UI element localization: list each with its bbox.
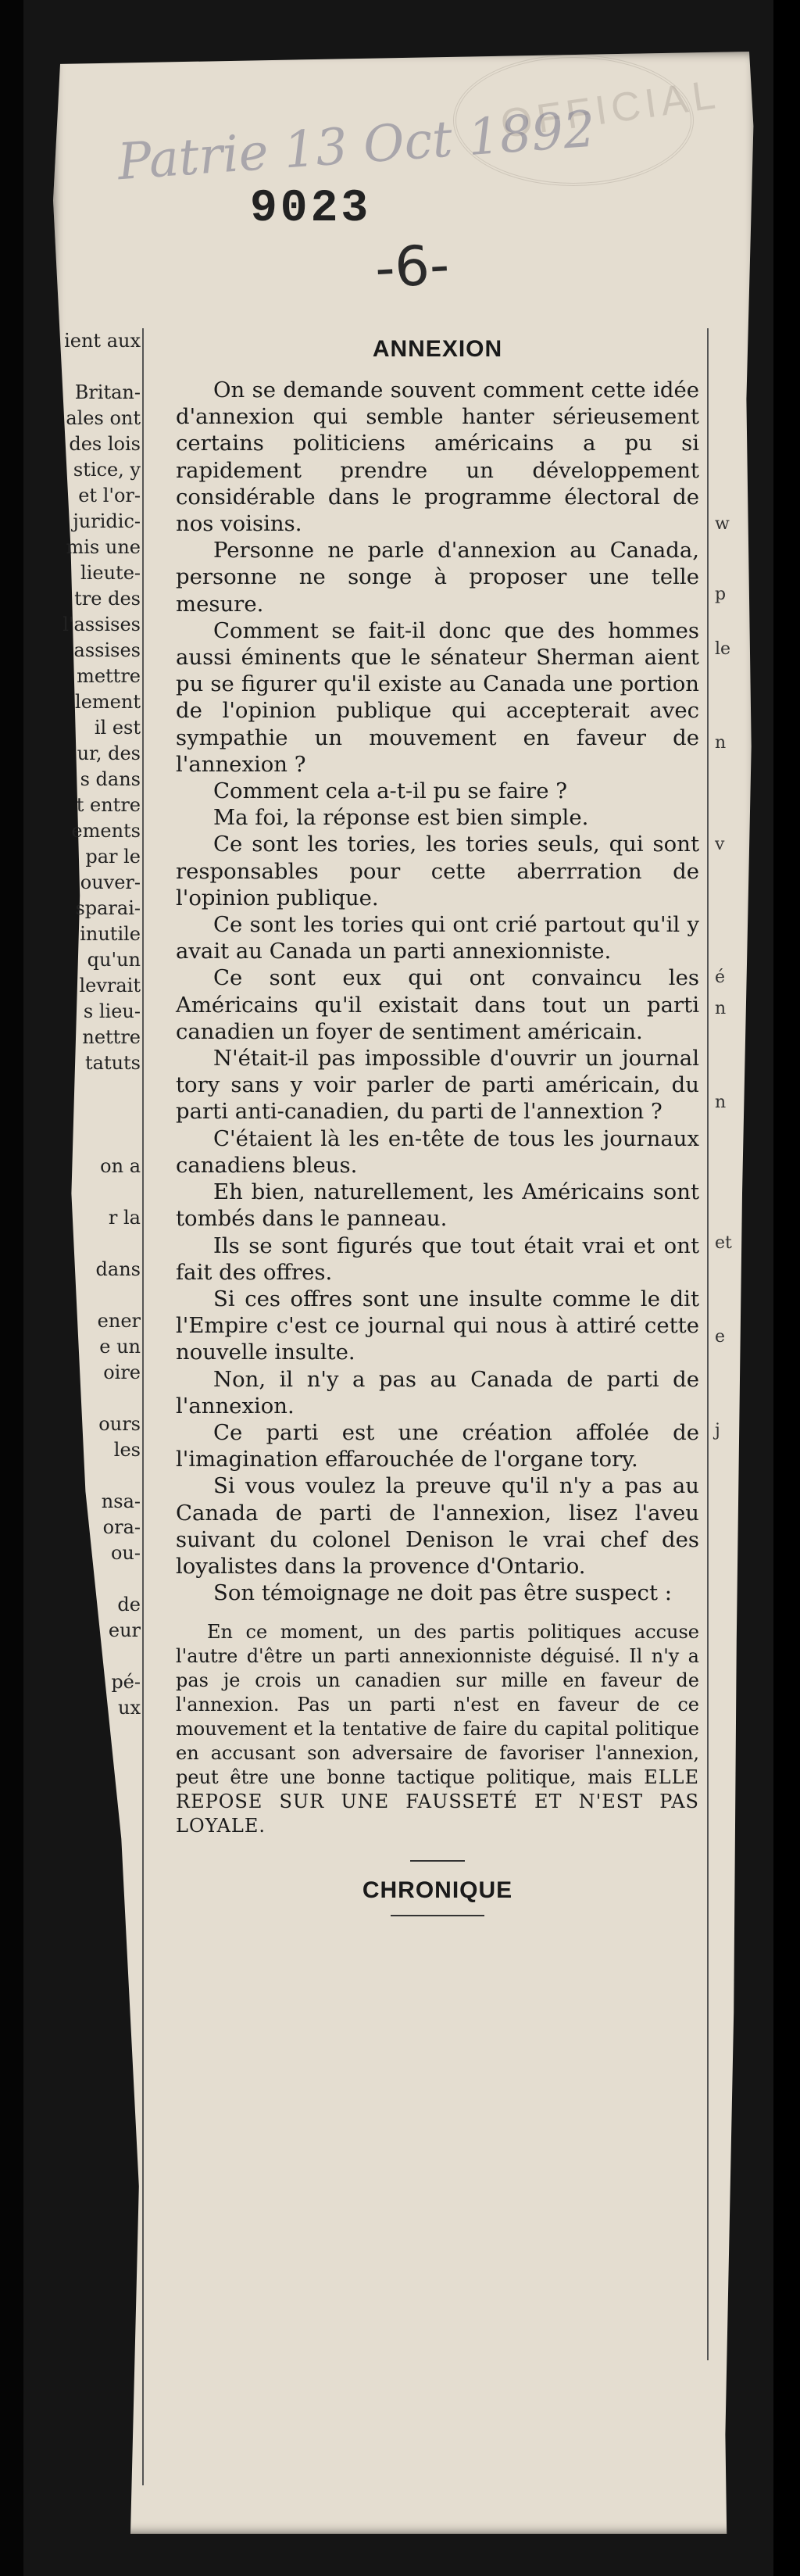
left-column-fragment [62, 328, 141, 1721]
right-column-letter: le [715, 639, 731, 659]
left-column-line: inutile [80, 923, 141, 945]
article-paragraph: Ce sont eux qui ont convaincu les Américains qu'il existait dans tout un parti canadien un foyer de sentiment américain. [176, 965, 699, 1044]
left-column-line: r la [108, 1207, 141, 1229]
left-column-line: sparai- [75, 897, 141, 919]
left-column-line [62, 1231, 141, 1257]
left-column-line [62, 1283, 141, 1308]
article-headline: ANNEXION [372, 336, 503, 362]
sleeve-edge [0, 0, 23, 2576]
article-paragraph: Ce parti est une création affolée de l'imagination effarouchée de l'organe tory. [176, 1419, 699, 1472]
left-column-line: oire [103, 1361, 141, 1383]
left-column-line [62, 1076, 141, 1102]
right-column-letter: w [715, 514, 730, 534]
left-column-line: assises [73, 639, 141, 661]
left-column-line: tre des [74, 588, 141, 610]
left-column-line: on a [100, 1155, 141, 1177]
article-paragraph: On se demande souvent comment cette idée d'annexion qui semble hanter sérieusement certains politiciens américains a pu si rapidement prendre un développement considérable dans le programme électoral de nos voisins. [176, 377, 699, 537]
left-column-line: il est [94, 717, 141, 739]
article-paragraph: Comment se fait-il donc que des hommes aussi éminents que le sénateur Sherman aient pu se figurer qu'il existe au Canada une portion de l'opinion publique qui accepterait avec sympathie un mouvement en faveur de l'annexion ? [176, 617, 699, 777]
left-column-line: ient aux [64, 330, 141, 352]
block-quote [176, 1620, 699, 1838]
article-paragraph: C'étaient là les en-tête de tous les journaux canadiens bleus. [176, 1125, 699, 1178]
left-column-line: de [117, 1594, 141, 1615]
reference-number: 9023 [250, 184, 372, 234]
left-column-line: ora- [102, 1516, 141, 1538]
left-column-line: mis une [66, 536, 141, 558]
article-paragraph: Non, il n'y a pas au Canada de parti de l'annexion. [176, 1366, 699, 1419]
handwritten-date: Patrie 13 Oct 1892 [116, 100, 598, 192]
left-column-line: ouver- [80, 871, 141, 893]
article-paragraph: Ma foi, la réponse est bien simple. [213, 805, 589, 831]
article-paragraph: Ils se sont figurés que tout était vrai et ont fait des offres. [176, 1233, 699, 1285]
left-column-line [62, 1386, 141, 1411]
right-column-letter: é [715, 968, 726, 987]
left-column-line [62, 1566, 141, 1592]
left-column-line: levrait [79, 975, 141, 996]
left-column-line: ur, des [77, 742, 141, 764]
left-column-line: lement [75, 691, 141, 713]
article-paragraph: N'était-il pas impossible d'ouvrir un journal tory sans y voir parler de parti américain, du parti anti-canadien, du parti de l'annextion ? [176, 1046, 699, 1125]
right-column-letter: j [715, 1421, 720, 1440]
article-paragraph: Personne ne parle d'annexion au Canada, personne ne songe à proposer une telle mesure. [176, 538, 699, 617]
column-rule-right [707, 328, 709, 2360]
left-column-line: juridic- [73, 510, 141, 532]
article-paragraph: Son témoignage ne doit pas être suspect : [213, 1580, 673, 1606]
stamp-text: OFFICIAL [498, 71, 723, 148]
right-column-letter: e [715, 1327, 726, 1347]
left-column-line [62, 1179, 141, 1205]
article-paragraph: Ce sont les tories qui ont crié partout qu'il y avait au Canada un parti annexionniste. [176, 912, 699, 964]
left-column-line: stice, y [73, 459, 141, 481]
end-rule [410, 1860, 465, 1862]
left-column-line [62, 1463, 141, 1489]
left-column-line: s lieu- [83, 1000, 141, 1022]
left-column-line: t entre [76, 794, 141, 816]
left-column-line: l'assises [62, 614, 141, 635]
right-column-letter: v [715, 835, 725, 854]
quote-conclusion: ELLE REPOSE SUR UNE FAUSSETÉ ET N'EST PAS LOYALE. [176, 1766, 699, 1837]
left-column-line: Britan- [74, 381, 141, 403]
left-column-line: nettre [82, 1026, 141, 1048]
right-column-letter: n [715, 999, 727, 1018]
article-paragraph: Eh bien, naturellement, les Américains sont tombés dans le panneau. [176, 1179, 699, 1232]
article-paragraph: Comment cela a-t-il pu se faire ? [213, 778, 567, 804]
left-column-line: dans [95, 1258, 141, 1280]
right-column-letter: et [715, 1233, 732, 1253]
left-column-line: par le [85, 846, 141, 868]
left-column-line: tatuts [84, 1052, 141, 1074]
left-column-line: ours [98, 1413, 141, 1435]
article-paragraph: Ce sont les tories, les tories seuls, qui sont responsables pour cette aberrration de l'opinion publique. [176, 832, 699, 911]
left-column-line [62, 1644, 141, 1669]
column-rule-left [142, 328, 144, 2485]
left-column-line [62, 1128, 141, 1154]
left-column-line: qu'un [87, 949, 141, 971]
left-column-line: nsa- [101, 1490, 141, 1512]
right-column-letter: p [715, 585, 727, 604]
left-column-line: ements [71, 820, 141, 842]
left-column-line: mettre [77, 665, 141, 687]
right-column-letter: n [715, 733, 727, 753]
left-column-line: ener [97, 1310, 141, 1332]
article-body [176, 377, 699, 1606]
left-column-line: des lois [69, 433, 141, 455]
next-headline-rule [391, 1915, 484, 1916]
left-column-line: e un [99, 1336, 141, 1358]
quote-text: En ce moment, un des partis politiques accuse l'autre d'être un parti annexionniste déguisé. Il n'y a pas je crois un canadien sur mille en faveur de l'annexion. Pas un parti n'est en faveur de ce mouvement et la tentative de faire du capital politique en accusant son adversaire de favoriser l'annexion, peut être une bonne tactique politique, mais [176, 1621, 699, 1789]
left-column-line: eur [108, 1619, 141, 1641]
left-column-line: lieute- [80, 562, 141, 584]
left-column-line: les [113, 1439, 141, 1461]
article-paragraph: Si vous voulez la preuve qu'il n'y a pas au Canada de parti de l'annexion, lisez l'aveu suivant du colonel Denison le vrai chef des loyalistes dans la provence d'Ontario. [176, 1473, 699, 1579]
left-column-line: ales ont [66, 407, 141, 429]
left-column-line: s dans [80, 768, 141, 790]
page-number: -6- [373, 232, 452, 301]
left-column-line: ux [118, 1697, 141, 1719]
next-headline: CHRONIQUE [362, 1877, 513, 1904]
left-column-line: et l'or- [78, 485, 141, 506]
article [176, 336, 699, 1916]
left-column-line [62, 1102, 141, 1128]
left-column-line [62, 354, 141, 380]
left-column-line: ou- [110, 1542, 141, 1564]
right-column-letter: n [715, 1093, 727, 1112]
article-paragraph: Si ces offres sont une insulte comme le dit l'Empire c'est ce journal qui nous à attiré cette nouvelle insulte. [176, 1286, 699, 1365]
left-column-line: pé- [111, 1671, 141, 1693]
